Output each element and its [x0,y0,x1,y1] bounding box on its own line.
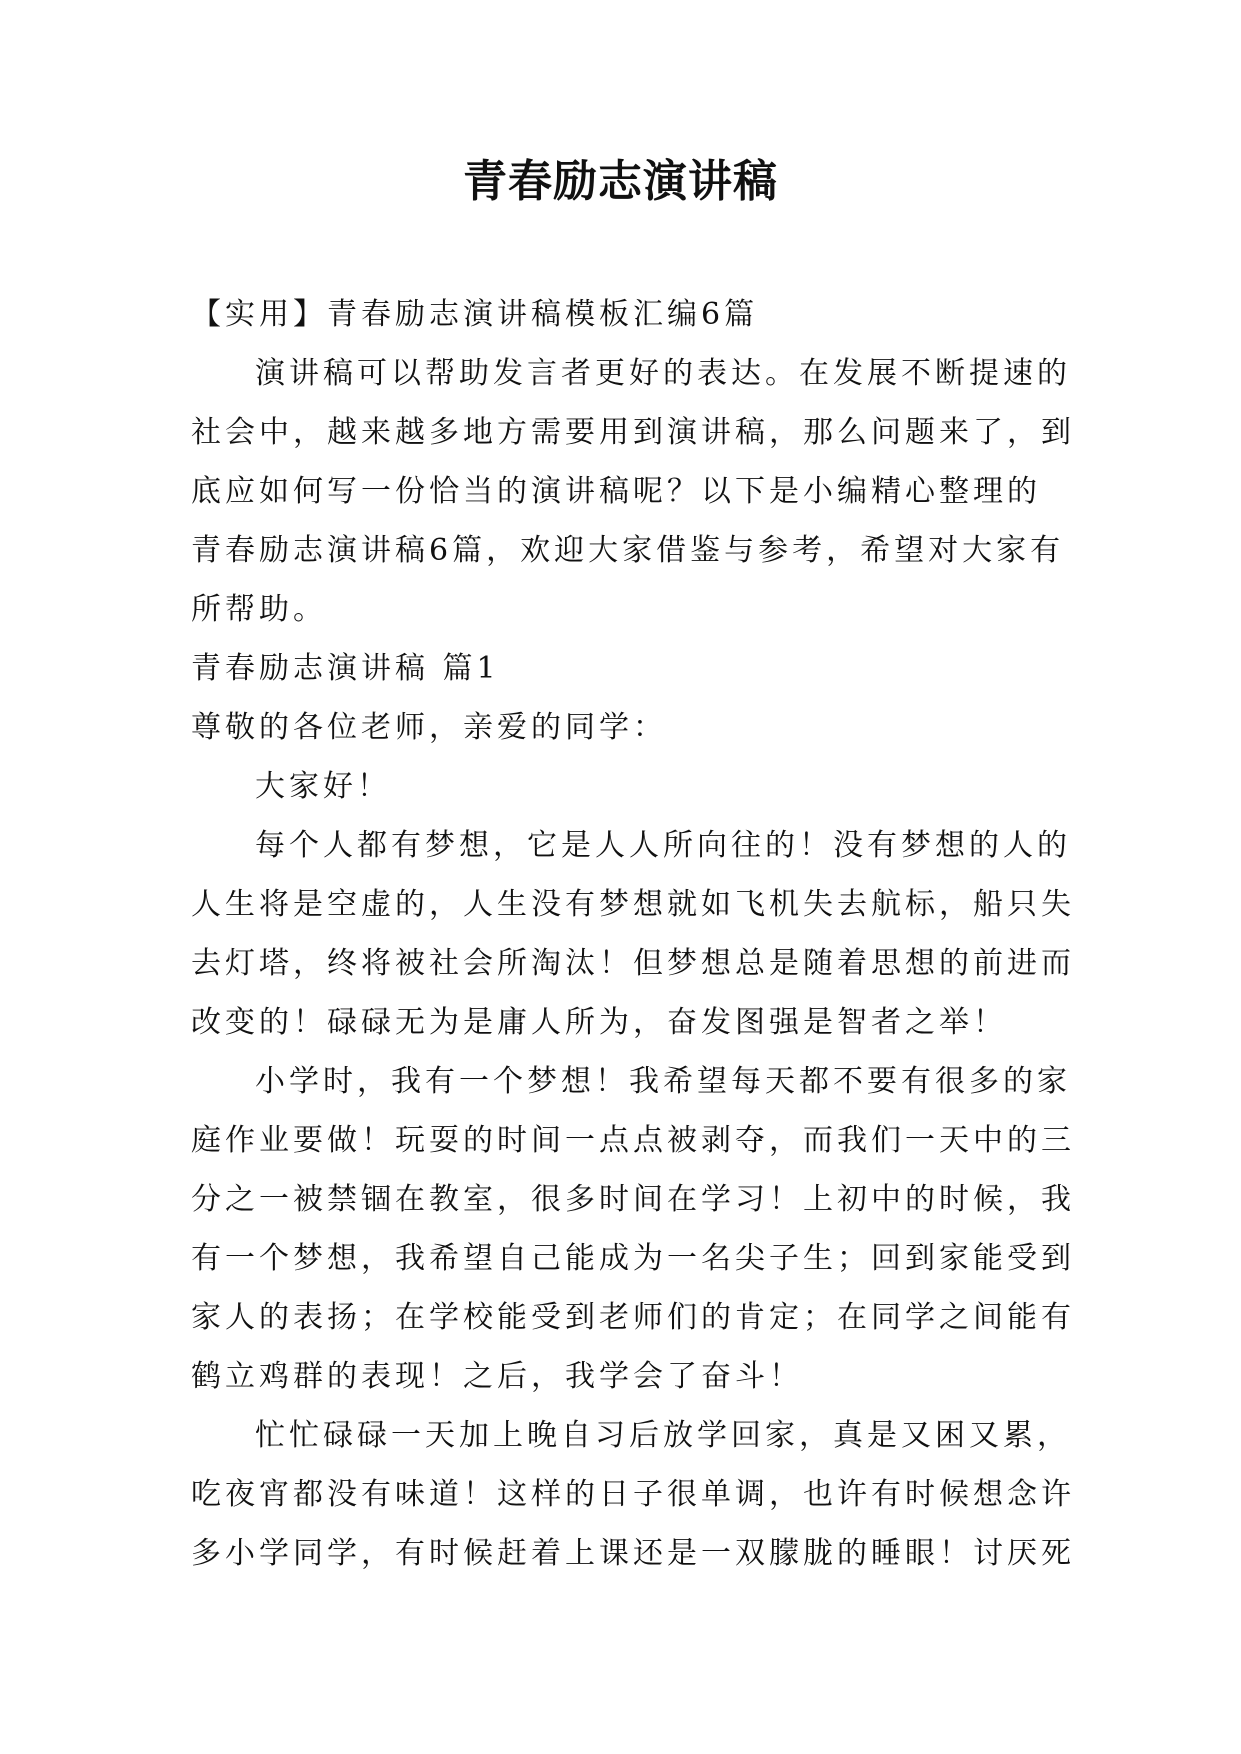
text-line: 每个人都有梦想，它是人人所向往的！没有梦想的人的 [255,828,1071,863]
text-line: 忙忙碌碌一天加上晚自习后放学回家，真是又困又累， [255,1418,1071,1453]
text-line: 分之一被禁锢在教室，很多时间在学习！上初中的时候，我 [191,1182,1075,1217]
text-line: 【实用】青春励志演讲稿模板汇编6篇 [191,297,759,332]
text-line: 尊敬的各位老师，亲爱的同学： [191,710,667,745]
text-line: 庭作业要做！玩耍的时间一点点被剥夺，而我们一天中的三 [191,1123,1075,1158]
text-line: 去灯塔，终将被社会所淘汰！但梦想总是随着思想的前进而 [191,946,1075,981]
text-line: 社会中，越来越多地方需要用到演讲稿，那么问题来了，到 [191,415,1075,450]
text-line: 改变的！碌碌无为是庸人所为，奋发图强是智者之举！ [191,1005,1007,1040]
text-line: 家人的表扬；在学校能受到老师们的肯定；在同学之间能有 [191,1300,1075,1335]
text-line: 青春励志演讲稿6篇，欢迎大家借鉴与参考，希望对大家有 [191,533,1065,568]
text-line: 人生将是空虚的，人生没有梦想就如飞机失去航标，船只失 [191,887,1075,922]
text-line: 吃夜宵都没有味道！这样的日子很单调，也许有时候想念许 [191,1477,1075,1512]
text-line: 大家好！ [255,769,391,804]
text-line: 底应如何写一份恰当的演讲稿呢？以下是小编精心整理的 [191,474,1041,509]
document-body [191,285,1075,1583]
text-line: 演讲稿可以帮助发言者更好的表达。在发展不断提速的 [255,356,1071,391]
text-line: 小学时，我有一个梦想！我希望每天都不要有很多的家 [255,1064,1071,1099]
text-line: 有一个梦想，我希望自己能成为一名尖子生；回到家能受到 [191,1241,1075,1276]
text-line: 鹤立鸡群的表现！之后，我学会了奋斗！ [191,1359,803,1394]
text-line: 所帮助。 [191,592,327,627]
text-line: 多小学同学，有时候赶着上课还是一双朦胧的睡眼！讨厌死 [191,1536,1075,1571]
text-line: 青春励志演讲稿 篇1 [191,651,500,686]
document-title: 青春励志演讲稿 [463,156,778,207]
